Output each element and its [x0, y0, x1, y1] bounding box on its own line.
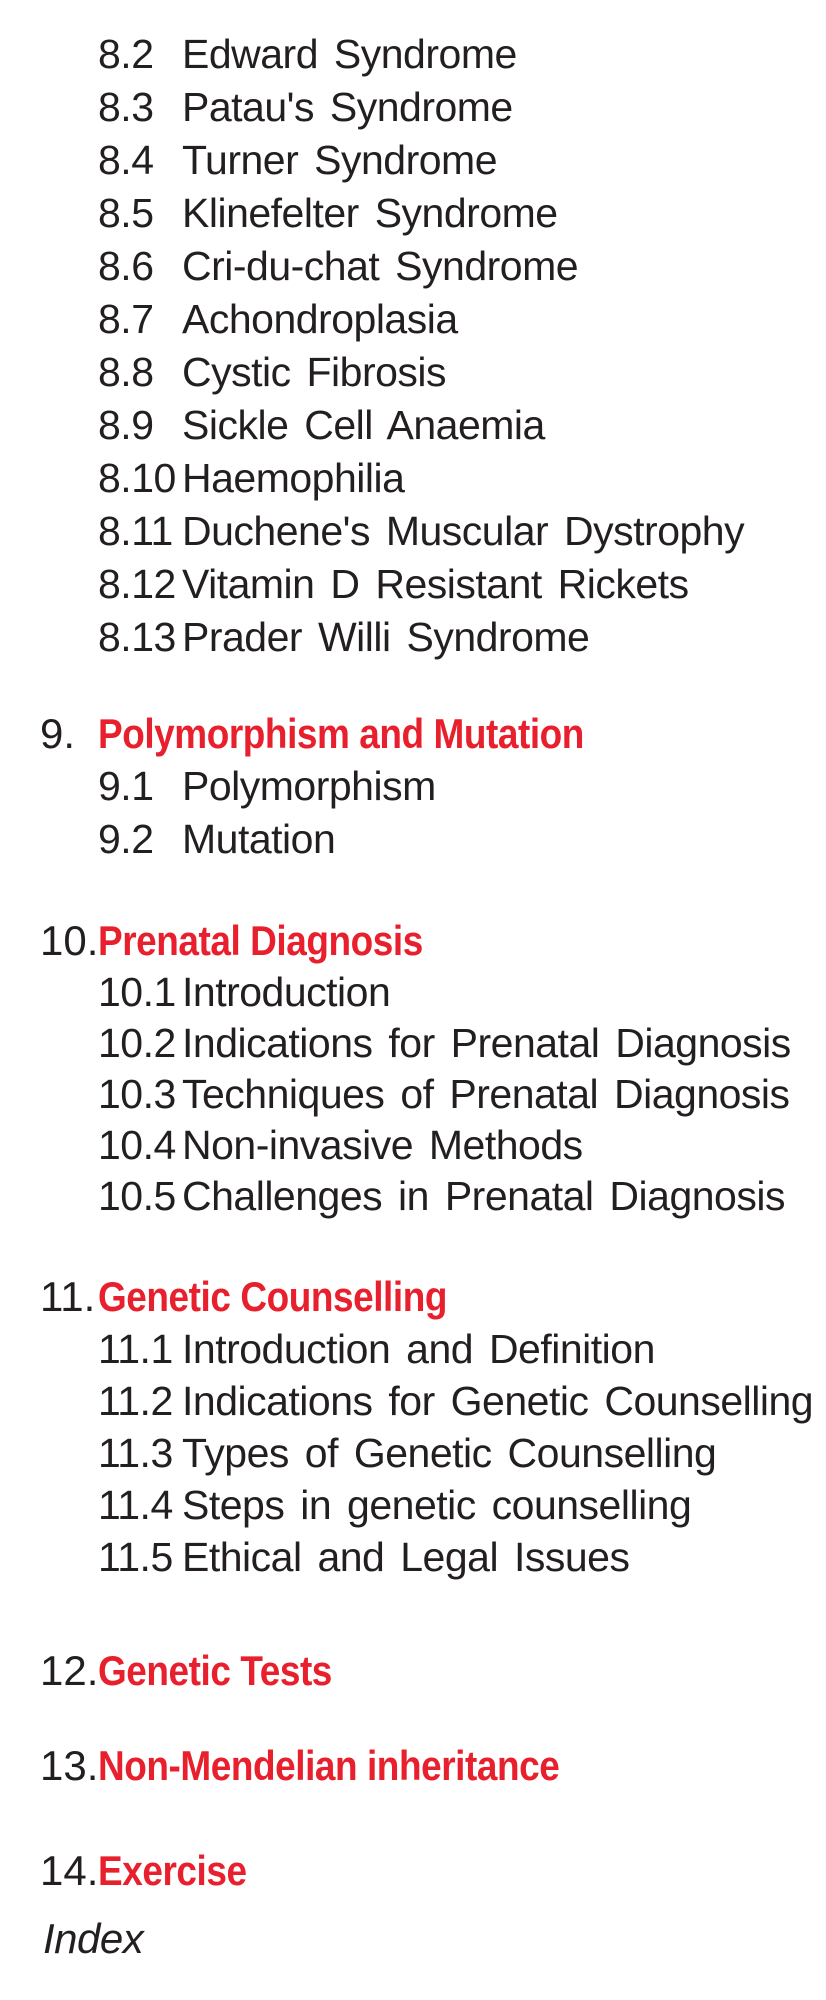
toc-item	[0, 1018, 826, 1069]
toc-item-label: Indications for Prenatal Diagnosis	[182, 1020, 791, 1066]
toc-item-label: Cystic Fibrosis	[182, 349, 447, 395]
toc-item-number: 9.1	[98, 763, 154, 809]
toc-item	[0, 1323, 826, 1375]
toc-item-label: Patau's Syndrome	[182, 84, 513, 130]
toc-item	[0, 611, 826, 664]
toc-section-9-heading	[0, 707, 826, 760]
toc-section-number: 14.	[40, 1847, 99, 1894]
toc-item-label: Polymorphism	[182, 763, 436, 809]
toc-item-label: Ethical and Legal Issues	[182, 1534, 630, 1580]
toc-item-number: 8.4	[98, 137, 154, 183]
toc-item-number: 8.3	[98, 84, 154, 130]
toc-section-title: Prenatal Diagnosis	[98, 917, 423, 964]
toc-section-number: 12.	[40, 1647, 99, 1694]
toc-item-label: Mutation	[182, 816, 336, 862]
toc-item	[0, 346, 826, 399]
toc-item-label: Introduction and Definition	[182, 1326, 655, 1372]
toc-section-title: Polymorphism and Mutation	[98, 710, 584, 757]
toc-item-number: 10.4	[98, 1122, 176, 1168]
toc-index-entry	[0, 1912, 826, 1965]
toc-section-number: 10.	[40, 917, 99, 964]
toc-item	[0, 813, 826, 866]
toc-item-number: 8.5	[98, 190, 154, 236]
toc-item-label: Sickle Cell Anaemia	[182, 402, 545, 448]
toc-item	[0, 1171, 826, 1222]
toc-item	[0, 1375, 826, 1427]
toc-item	[0, 1069, 826, 1120]
toc-item-number: 8.2	[98, 31, 154, 77]
toc-section-number: 11.	[40, 1273, 96, 1320]
toc-item	[0, 81, 826, 134]
toc-item-label: Duchene's Muscular Dystrophy	[182, 508, 745, 554]
toc-item-number: 10.5	[98, 1173, 176, 1219]
toc-item-number: 11.2	[98, 1378, 173, 1424]
toc-item	[0, 1427, 826, 1479]
toc-item-number: 10.2	[98, 1020, 176, 1066]
toc-index-label: Index	[43, 1915, 144, 1962]
toc-item	[0, 1120, 826, 1171]
toc-item-number: 11.5	[98, 1534, 173, 1580]
toc-item	[0, 1479, 826, 1531]
toc-item-label: Non-invasive Methods	[182, 1122, 583, 1168]
toc-section-14-heading	[0, 1844, 826, 1897]
toc-item-number: 11.1	[98, 1326, 173, 1372]
toc-item-label: Haemophilia	[182, 455, 405, 501]
toc-item-label: Types of Genetic Counselling	[182, 1430, 717, 1476]
toc-item	[0, 399, 826, 452]
toc-section-13-heading	[0, 1739, 826, 1792]
toc-item-number: 8.9	[98, 402, 154, 448]
toc-item-label: Techniques of Prenatal Diagnosis	[182, 1071, 790, 1117]
toc-item	[0, 293, 826, 346]
toc-item-number: 11.3	[98, 1430, 173, 1476]
toc-item-label: Klinefelter Syndrome	[182, 190, 558, 236]
toc-section-10-heading	[0, 914, 826, 967]
toc-item-label: Turner Syndrome	[182, 137, 497, 183]
toc-section-number: 9.	[40, 710, 76, 757]
toc-item-number: 8.11	[98, 508, 173, 554]
toc-section-title: Exercise	[98, 1847, 247, 1894]
toc-item-number: 9.2	[98, 816, 154, 862]
toc-section-12-heading	[0, 1644, 826, 1697]
toc-section-title: Genetic Counselling	[98, 1273, 447, 1320]
toc-section-11-heading	[0, 1270, 826, 1323]
toc-item-label: Prader Willi Syndrome	[182, 614, 590, 660]
toc-section-title: Genetic Tests	[98, 1647, 332, 1694]
toc-item-label: Steps in genetic counselling	[182, 1482, 692, 1528]
toc-item-label: Vitamin D Resistant Rickets	[182, 561, 689, 607]
toc-item	[0, 452, 826, 505]
toc-item	[0, 505, 826, 558]
toc-item-label: Achondroplasia	[182, 296, 458, 342]
toc-item	[0, 187, 826, 240]
toc-item	[0, 240, 826, 293]
toc-item	[0, 967, 826, 1018]
toc-section-title: Non-Mendelian inheritance	[98, 1742, 560, 1789]
toc-item-number: 10.1	[98, 969, 176, 1015]
toc-item-number: 11.4	[98, 1482, 173, 1528]
toc-item	[0, 1531, 826, 1583]
toc-item	[0, 558, 826, 611]
toc-item-number: 8.10	[98, 455, 176, 501]
toc-item	[0, 760, 826, 813]
toc-item-label: Challenges in Prenatal Diagnosis	[182, 1173, 785, 1219]
toc-item-number: 8.7	[98, 296, 154, 342]
toc-item-number: 8.12	[98, 561, 176, 607]
toc-item-number: 8.13	[98, 614, 176, 660]
toc-item-number: 10.3	[98, 1071, 176, 1117]
toc-item	[0, 28, 826, 81]
toc-item-number: 8.6	[98, 243, 154, 289]
toc-item-label: Indications for Genetic Counselling	[182, 1378, 814, 1424]
toc-item-number: 8.8	[98, 349, 154, 395]
toc-section-number: 13.	[40, 1742, 99, 1789]
toc-item	[0, 134, 826, 187]
toc-item-label: Introduction	[182, 969, 391, 1015]
toc-item-label: Cri-du-chat Syndrome	[182, 243, 579, 289]
toc-item-label: Edward Syndrome	[182, 31, 517, 77]
